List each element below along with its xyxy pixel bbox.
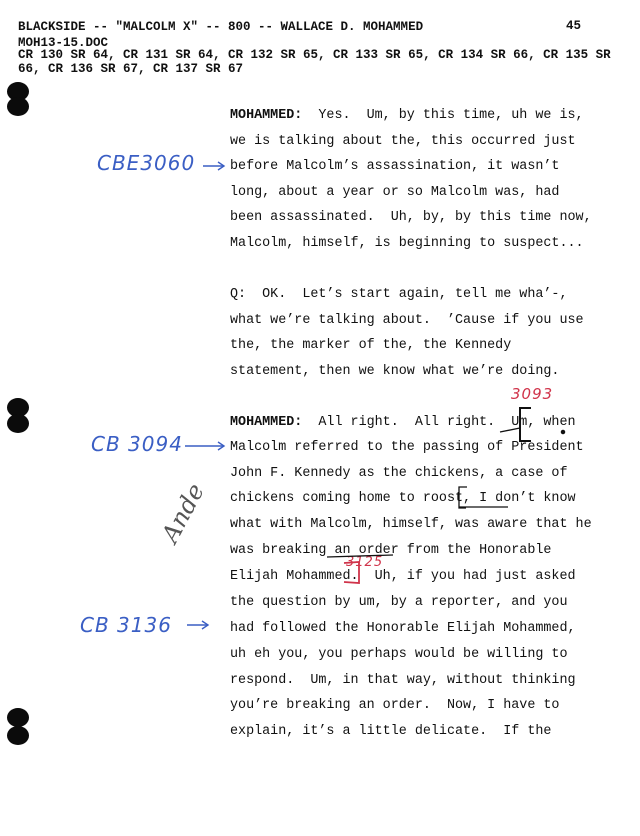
paragraph-1-line-6: Malcolm, himself, is beginning to suspect...	[230, 236, 584, 251]
question-line-1: Q: OK. Let’s start again, tell me wha’-,	[230, 287, 568, 302]
handwritten-signature: Ande	[156, 478, 210, 548]
underline-mark-an-order	[327, 555, 393, 557]
margin-note-timecode-1: CBE3060	[97, 151, 196, 175]
transcript-text: All right. All right. Um, when	[302, 415, 576, 430]
arrow-icon-1	[203, 162, 224, 170]
black-pen-marks	[327, 408, 565, 557]
red-timecode-1: 3093	[511, 385, 554, 403]
paragraph-2-line-13: explain, it’s a little delicate. If the	[230, 724, 552, 739]
document-header-title: BLACKSIDE -- "MALCOLM X" -- 800 -- WALLACE D. MOHAMMED	[18, 20, 424, 34]
arrow-icon-3	[187, 621, 208, 629]
paragraph-2-line-3: John F. Kennedy as the chickens, a case of	[230, 466, 568, 481]
margin-note-timecode-2: CB 3094	[91, 432, 183, 456]
blue-arrows	[185, 162, 224, 629]
roll-reference-line-2: 66, CR 136 SR 67, CR 137 SR 67	[18, 62, 244, 76]
dot-mark	[561, 430, 564, 433]
red-timecode-2: 3125	[346, 555, 384, 570]
margin-note-timecode-3: CB 3136	[80, 613, 172, 637]
paragraph-2-line-9: had followed the Honorable Elijah Mohammed,	[230, 621, 576, 636]
paragraph-2-line-4: chickens coming home to roost, I don’t know	[230, 491, 576, 506]
page-number: 45	[566, 19, 582, 33]
question-line-2: what we’re talking about. ’Cause if you use	[230, 313, 584, 328]
speaker-label: MOHAMMED:	[230, 415, 303, 430]
paragraph-2-line-10: uh eh you, you perhaps would be willing to	[230, 647, 568, 662]
roll-reference-line-1: CR 130 SR 64, CR 131 SR 64, CR 132 SR 65, CR 133 SR 65, CR 134 SR 66, CR 135 SR	[18, 48, 611, 62]
paragraph-1-line-5: been assassinated. Uh, by, by this time now,	[230, 210, 592, 225]
paragraph-1-line-3: before Malcolm’s assassination, it wasn’t	[230, 159, 560, 174]
transcript-text: Yes. Um, by this time, uh we is,	[302, 108, 584, 123]
paragraph-2-line-8: the question by um, by a reporter, and you	[230, 595, 568, 610]
question-line-4: statement, then we know what we’re doing.	[230, 364, 560, 379]
question-line-3: the, the marker of the, the Kennedy	[230, 338, 512, 353]
paragraph-2-line-2: Malcolm referred to the passing of President	[230, 440, 584, 455]
paragraph-2-line-6: was breaking an order from the Honorable	[230, 543, 552, 558]
bracket-mark-when	[520, 408, 531, 441]
paragraph-1-line-4: long, about a year or so Malcolm was, had	[230, 185, 560, 200]
red-bracket-mark	[344, 562, 359, 583]
bracket-mark-i-dont	[459, 487, 467, 508]
red-pen-marks	[344, 562, 359, 583]
underline-mark-um	[500, 428, 520, 432]
speaker-label: MOHAMMED:	[230, 108, 303, 123]
arrow-icon-2	[185, 442, 224, 450]
paragraph-1-line-2: we is talking about the, this occurred just	[230, 134, 576, 149]
document-filename: MOH13-15.DOC	[18, 36, 109, 50]
paragraph-2-line-12: you’re breaking an order. Now, I have to	[230, 698, 560, 713]
paragraph-2-line-5: what with Malcolm, himself, was aware that he	[230, 517, 592, 532]
paragraph-2-line-11: respond. Um, in that way, without thinking	[230, 673, 576, 688]
paragraph-2-line-7: Elijah Mohammed. Uh, if you had just asked	[230, 569, 576, 584]
